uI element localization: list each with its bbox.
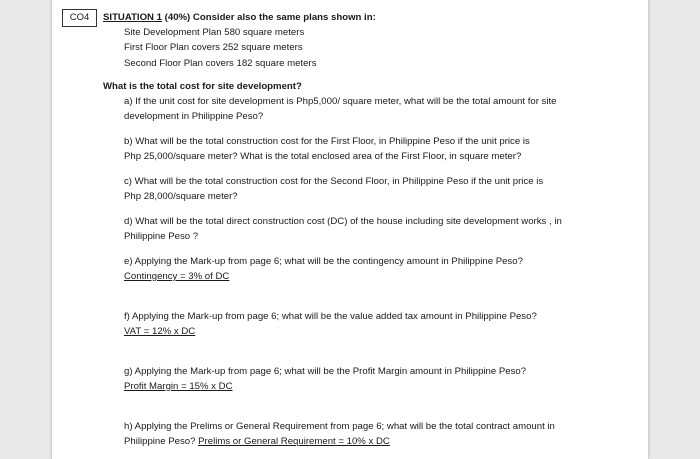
item-e-line1: e) Applying the Mark-up from page 6; what will be the contingency amount in Philippine Peso? — [124, 255, 523, 267]
item-h — [124, 419, 593, 449]
plans-list — [124, 25, 593, 71]
item-c — [124, 174, 593, 204]
item-d-line2: Philippine Peso ? — [124, 230, 199, 242]
item-e-formula: Contingency = 3% of DC — [124, 270, 230, 282]
situation-label: SITUATION 1 — [103, 12, 162, 23]
plan-site-development: Site Development Plan 580 square meters — [124, 27, 305, 38]
item-f-formula: VAT = 12% x DC — [124, 325, 196, 337]
item-a — [124, 94, 593, 124]
item-d — [124, 214, 593, 244]
item-h-line2-prefix: Philippine Peso? — [124, 435, 199, 447]
item-h-line1: h) Applying the Prelims or General Requirement from page 6; what will be the total contract amount in — [124, 420, 555, 432]
item-g — [124, 364, 593, 394]
item-b-line1: b) What will be the total construction cost for the First Floor, in Philippine Peso if the unit price is — [124, 135, 530, 147]
situation-heading — [103, 10, 593, 25]
item-f-line1: f) Applying the Mark-up from page 6; what will be the value added tax amount in Philippine Peso? — [124, 310, 537, 322]
item-e — [124, 254, 593, 284]
item-a-line2: development in Philippine Peso? — [124, 110, 264, 122]
item-c-line1: c) What will be the total construction cost for the Second Floor, in Philippine Peso if the unit price is — [124, 175, 544, 187]
item-b — [124, 134, 593, 164]
item-g-line1: g) Applying the Mark-up from page 6; what will be the Profit Margin amount in Philippine Peso? — [124, 365, 527, 377]
item-d-line1: d) What will be the total direct construction cost (DC) of the house including site development works , in — [124, 215, 562, 227]
item-c-line2: Php 28,000/square meter? — [124, 190, 238, 202]
item-f — [124, 309, 593, 339]
item-f-formula-line — [124, 324, 593, 339]
item-g-formula-line — [124, 379, 593, 394]
plan-first-floor: First Floor Plan covers 252 square meters — [124, 42, 303, 54]
plan-second-floor: Second Floor Plan covers 182 square meters — [124, 57, 317, 69]
item-h-line2 — [124, 434, 593, 449]
item-b-line2: Php 25,000/square meter? What is the total enclosed area of the First Floor, in square meter? — [124, 150, 522, 162]
situation-description: (40%) Consider also the same plans shown in: — [162, 12, 376, 23]
item-g-formula: Profit Margin = 15% x DC — [124, 380, 233, 392]
item-h-formula: Prelims or General Requirement = 10% x DC — [198, 435, 390, 447]
question-heading: What is the total cost for site development? — [103, 80, 302, 92]
course-outcome-code: CO4 — [62, 9, 97, 27]
situation-content — [103, 10, 593, 449]
item-a-line1: a) If the unit cost for site development is Php5,000/ square meter, what will be the total amount for site — [124, 95, 557, 107]
